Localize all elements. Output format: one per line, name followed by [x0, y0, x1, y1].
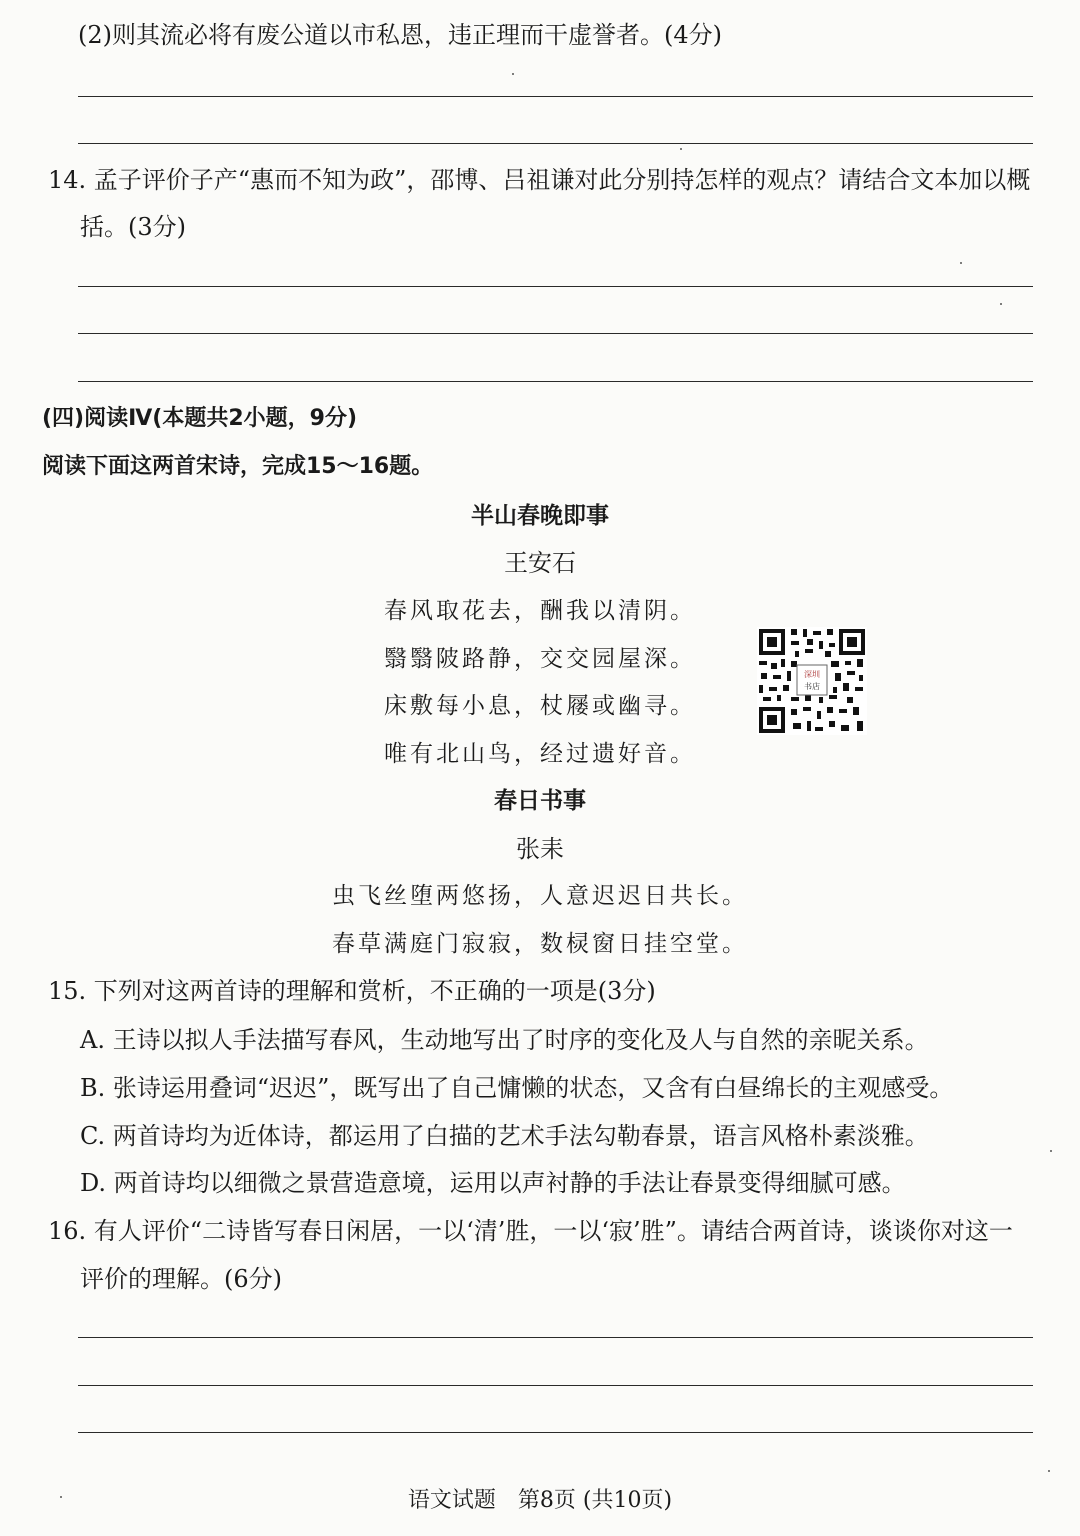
answer-line [78, 1385, 1033, 1386]
poem1-author: 王安石 [504, 549, 576, 577]
scan-speck [60, 1496, 62, 1498]
question-15-option-a: A. 王诗以拟人手法描写春风，生动地写出了时序的变化及人与自然的亲昵关系。 [80, 1026, 929, 1054]
scan-speck [512, 73, 514, 75]
question-16-line2: 评价的理解。(6分) [80, 1265, 282, 1293]
question-13-2: (2)则其流必将有废公道以市私恩，违正理而干虚誉者。(4分) [78, 21, 722, 49]
section-heading: (四)阅读Ⅳ(本题共2小题，9分) [42, 406, 358, 431]
scan-speck [1000, 303, 1002, 305]
question-14-line1: 14. 孟子评价子产“惠而不知为政”，邵博、吕祖谦对此分别持怎样的观点？请结合文本加以概 [48, 166, 1031, 194]
scan-speck [1050, 1150, 1052, 1152]
qr-logo-bottom: 书店 [804, 682, 820, 691]
poem1-title: 半山春晚即事 [471, 503, 609, 529]
scan-speck [680, 148, 682, 150]
answer-line [78, 143, 1033, 144]
qr-code [757, 627, 867, 735]
answer-line [78, 333, 1033, 334]
question-15-option-c: C. 两首诗均为近体诗，都运用了白描的艺术手法勾勒春景，语言风格朴素淡雅。 [80, 1122, 929, 1150]
poem2-author: 张耒 [516, 835, 564, 863]
qr-logo-top: 深圳 [804, 670, 820, 679]
poem1-line: 唯有北山鸟，经过遗好音。 [384, 741, 696, 767]
page-footer: 语文试题 第8页 (共10页) [407, 1488, 673, 1513]
question-15-option-b: B. 张诗运用叠词“迟迟”，既写出了自己慵懒的状态，又含有白昼绵长的主观感受。 [80, 1074, 954, 1102]
scan-speck [960, 262, 962, 264]
answer-line [78, 286, 1033, 287]
poem2-line: 春草满庭门寂寂，数棂窗日挂空堂。 [332, 931, 748, 957]
question-16-line1: 16. 有人评价“二诗皆写春日闲居，一以‘清’胜，一以‘寂’胜”。请结合两首诗，谈谈你对这一 [48, 1217, 1013, 1245]
poem2-title: 春日书事 [494, 788, 586, 814]
poem1-line: 翳翳陂路静，交交园屋深。 [384, 646, 696, 672]
question-15-stem: 15. 下列对这两首诗的理解和赏析，不正确的一项是(3分) [48, 977, 656, 1005]
poem2-line: 虫飞丝堕两悠扬，人意迟迟日共长。 [332, 883, 748, 909]
question-15-option-d: D. 两首诗均以细微之景营造意境，运用以声衬静的手法让春景变得细腻可感。 [80, 1169, 906, 1197]
scan-speck [1048, 1470, 1050, 1472]
answer-line [78, 96, 1033, 97]
answer-line [78, 1337, 1033, 1338]
answer-line [78, 381, 1033, 382]
poem1-line: 春风取花去，酬我以清阴。 [384, 598, 696, 624]
section-instruction: 阅读下面这两首宋诗，完成15～16题。 [42, 454, 434, 479]
question-14-line2: 括。(3分) [80, 213, 186, 241]
answer-line [78, 1432, 1033, 1433]
poem1-line: 床敷每小息，杖屦或幽寻。 [384, 693, 696, 719]
